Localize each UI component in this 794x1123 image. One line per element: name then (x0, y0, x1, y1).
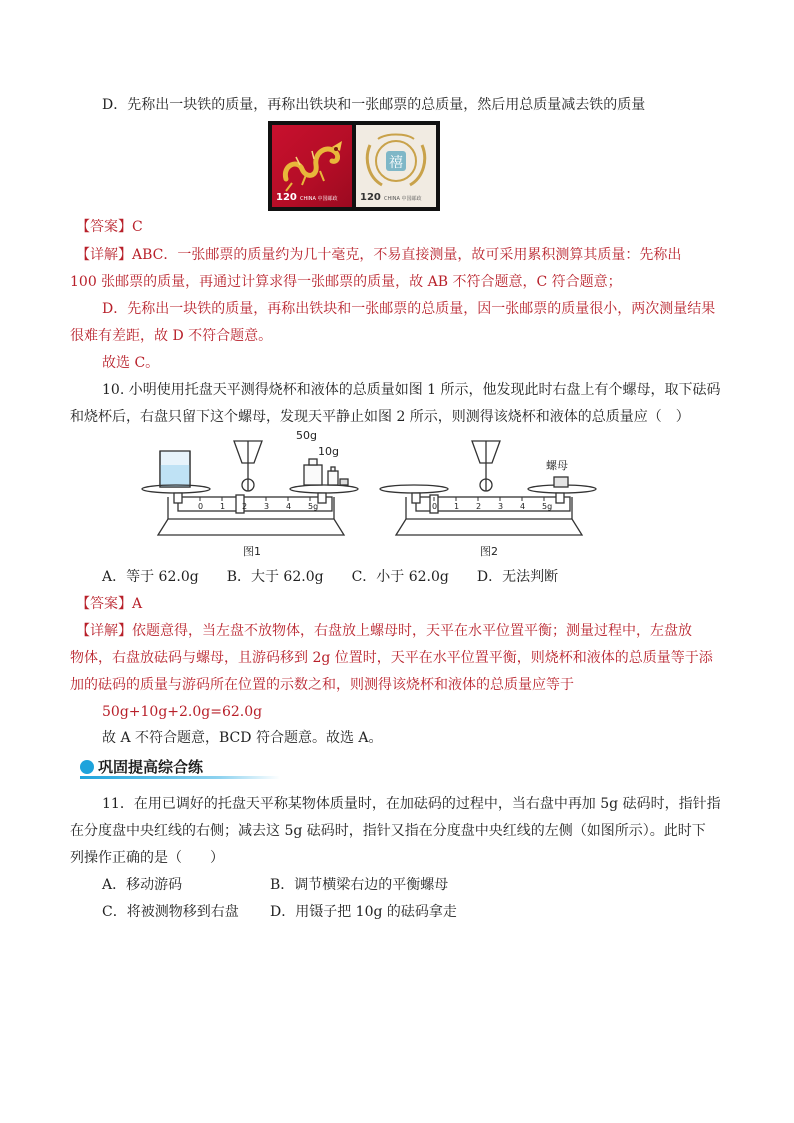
ruler-tick-label: 0 (198, 502, 204, 511)
ruler-tick-label: 5g (308, 502, 319, 511)
stamp-right-value: 120 (360, 192, 381, 203)
q11-option-c: C．将被测物移到右盘 (102, 904, 239, 920)
q10-answer: 【答案】A (76, 596, 143, 612)
q9-answer: 【答案】C (76, 219, 143, 235)
ruler-tick-label: 2 (242, 502, 248, 511)
section-dot-icon (80, 760, 94, 774)
ruler-tick-label: 5g (542, 502, 553, 511)
q9-detail-line2: 100 张邮票的质量，再通过计算求得一张邮票的质量，故 AB 不符合题意，C 符合题意； (70, 274, 622, 290)
q10-conclusion: 故 A 不符合题意，BCD 符合题意。故选 A。 (102, 730, 383, 746)
balance-figures (138, 429, 618, 563)
stamps-image (268, 121, 440, 211)
ruler-tick-label: 2 (476, 502, 482, 511)
q9-detail-line1: 【详解】ABC．一张邮票的质量约为几十毫克，不易直接测量，故可采用累积测算其质量：先称出 (76, 247, 682, 263)
q11-option-a: A．移动游码 (102, 877, 183, 893)
q10-stem-line2: 和烧杯后，右盘只留下这个螺母，发现天平静止如图 2 所示，则测得该烧杯和液体的总质量应（ ） (70, 409, 690, 425)
ruler-tick-label: 3 (498, 502, 504, 511)
q10-detail-line2: 物体，右盘放砝码与螺母，且游码移到 2g 位置时，天平在水平位置平衡，则烧杯和液体的总质量等于添 (70, 650, 713, 666)
q11-stem-line3: 列操作正确的是（ ） (70, 850, 224, 866)
q10-stem-line1: 10. 小明使用托盘天平测得烧杯和液体的总质量如图 1 所示，他发现此时右盘上有个螺母，取下砝码 (102, 382, 721, 398)
section-underline (80, 776, 280, 779)
ruler-tick-label: 4 (286, 502, 292, 511)
weight-10g-label: 10g (318, 445, 339, 458)
q9-option-d: D．先称出一块铁的质量，再称出铁块和一张邮票的总质量，然后用总质量减去铁的质量 (102, 97, 646, 113)
ruler-tick-label: 4 (520, 502, 526, 511)
dragon-stamp-red (272, 125, 352, 207)
nut-label: 螺母 (546, 459, 568, 472)
stamp-left-value: 120 (276, 192, 297, 203)
figure2-balance (380, 441, 596, 535)
ruler-tick-label: 3 (264, 502, 270, 511)
q9-conclusion: 故选 C。 (102, 355, 160, 371)
section-header (76, 757, 280, 781)
q9-detail-line4: 很难有差距，故 D 不符合题意。 (70, 328, 273, 344)
stamp-right-text: CHINA 中国邮政 (384, 196, 422, 202)
ruler-tick-label: 1 (454, 502, 460, 511)
weight-50g-label: 50g (296, 429, 317, 442)
ruler-tick-label: 1 (220, 502, 226, 511)
ruler-tick-label: 0 (432, 502, 438, 511)
figure1-label: 图1 (243, 545, 261, 558)
q11-option-d: D．用镊子把 10g 的砝码拿走 (270, 904, 457, 920)
stamp-glyph: 禧 (389, 155, 403, 171)
q10-detail-line3: 加的砝码的质量与游码所在位置的示数之和，则测得该烧杯和液体的总质量应等于 (70, 677, 574, 693)
ornament-stamp-cream (356, 125, 436, 207)
q10-formula: 50g+10g+2.0g=62.0g (102, 704, 263, 720)
q11-stem-line2: 在分度盘中央红线的右侧；减去这 5g 砝码时，指针又指在分度盘中央红线的左侧（如图所示）。此时下 (70, 823, 706, 839)
section-title: 巩固提高综合练 (98, 758, 204, 776)
q9-detail-line3: D．先称出一块铁的质量，再称出铁块和一张邮票的总质量，因一张邮票的质量很小，两次测量结果 (102, 301, 716, 317)
q11-option-b: B．调节横梁右边的平衡螺母 (270, 877, 449, 893)
balance-scale-diagram (138, 435, 618, 563)
q10-detail-line1: 【详解】依题意得，当左盘不放物体，右盘放上螺母时，天平在水平位置平衡；测量过程中，左盘放 (76, 623, 692, 639)
q10-options: A．等于 62.0g B．大于 62.0g C．小于 62.0g D．无法判断 (102, 569, 559, 585)
stamp-left-text: CHINA 中国邮政 (300, 196, 338, 202)
q11-stem-line1: 11．在用已调好的托盘天平称某物体质量时，在加砝码的过程中，当右盘中再加 5g 砝码时，指针指 (102, 796, 721, 812)
figure2-label: 图2 (480, 545, 498, 558)
